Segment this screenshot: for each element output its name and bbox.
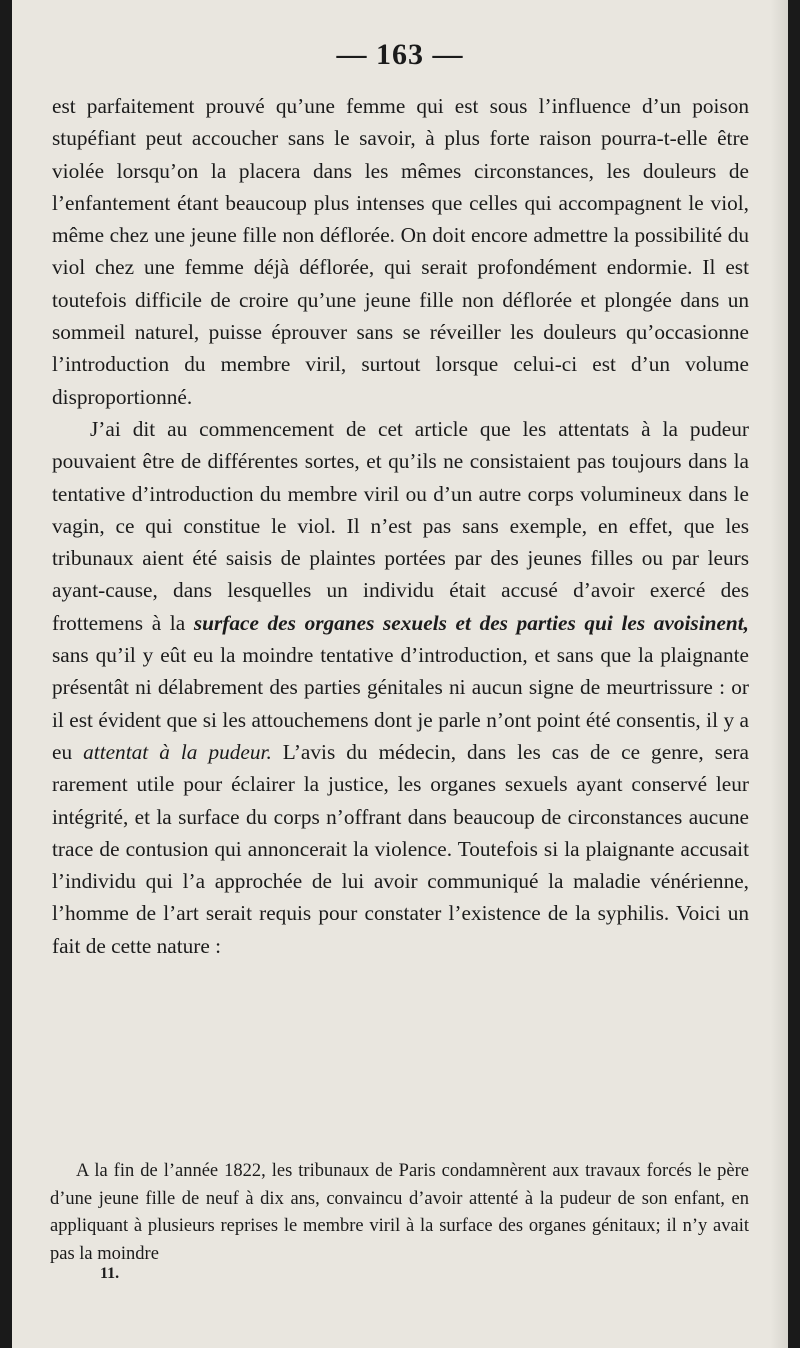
paragraph-2-text-a: J’ai dit au commencement de cet article que les attentats à la pudeur pouvaient être de différentes sortes, et qu’ils ne consistaient pas toujours dans la tentative d’introduction du membre viril ou d’un autre corps volumineux dans le vagin, ce qui constitue le viol. Il n’est pas sans exemple, en effet, que les tribunaux aient été saisis de plaintes portées par des jeunes filles ou par leurs ayant-cause, dans lesquelles un individu était accusé d’avoir exercé des frottemens à la — [52, 416, 749, 635]
signature-mark: 11. — [100, 1265, 120, 1282]
paragraph-2-italic-a: surface des organes sexuels et des parties qui les avoisinent, — [193, 610, 749, 635]
footnote-paragraph: A la fin de l’année 1822, les tribunaux de Paris condamnèrent aux travaux forcés le père d’une jeune fille de neuf à dix ans, convaincu d’avoir attenté à la pudeur de son enfant, en appliquant à plusieurs reprises le membre viril à la surface des organes génitaux; il n’y avait pas la moindre — [50, 1161, 749, 1264]
paragraph-2-italic-b: attentat à la pudeur. — [83, 739, 272, 764]
paragraph-2 — [52, 413, 749, 962]
paragraph-1: est parfaitement prouvé qu’une femme qui est sous l’influence d’un poison stupéfiant peut accoucher sans le savoir, à plus forte raison pourra-t-elle être violée lorsqu’on la placera dans les mêmes circonstances, les douleurs de l’enfantement étant beaucoup plus intenses que celles qui accompagnent le viol, même chez une jeune fille non déflorée. On doit encore admettre la possibilité du viol chez une femme déjà déflorée, qui serait profondément endormie. Il est toutefois difficile de croire qu’une jeune fille non déflorée et plongée dans un sommeil naturel, puisse éprouver sans se réveiller les douleurs qu’occasionne l’introduction du membre viril, surtout lorsque celui-ci est d’un volume disproportionné. — [52, 94, 749, 409]
book-page — [12, 0, 788, 1348]
main-text — [52, 90, 749, 962]
page-edge-shadow — [770, 0, 788, 1348]
paragraph-2-text-c: L’avis du médecin, dans les cas de ce genre, sera rarement utile pour éclairer la justice, les organes sexuels ayant conservé leur intégrité, et la surface du corps n’offrant dans beaucoup de circonstances aucune trace de contusion qui annoncerait la violence. Toutefois si la plaignante accusait l’individu qui l’a approchée de lui avoir communiqué la maladie vénérienne, l’homme de l’art serait requis pour constater l’existence de la syphilis. Voici un fait de cette nature : — [52, 739, 749, 958]
page-number: — 163 — — [336, 38, 464, 71]
paragraph-2-text-b: sans qu’il y eût eu la moindre tentative d’introduction, et sans que la plaignante présentât ni délabrement des parties génitales ni aucun signe de meurtrissure : or il est évident que si les attouchemens dont je parle n’ont point été consentis, il y a eu — [52, 643, 749, 764]
